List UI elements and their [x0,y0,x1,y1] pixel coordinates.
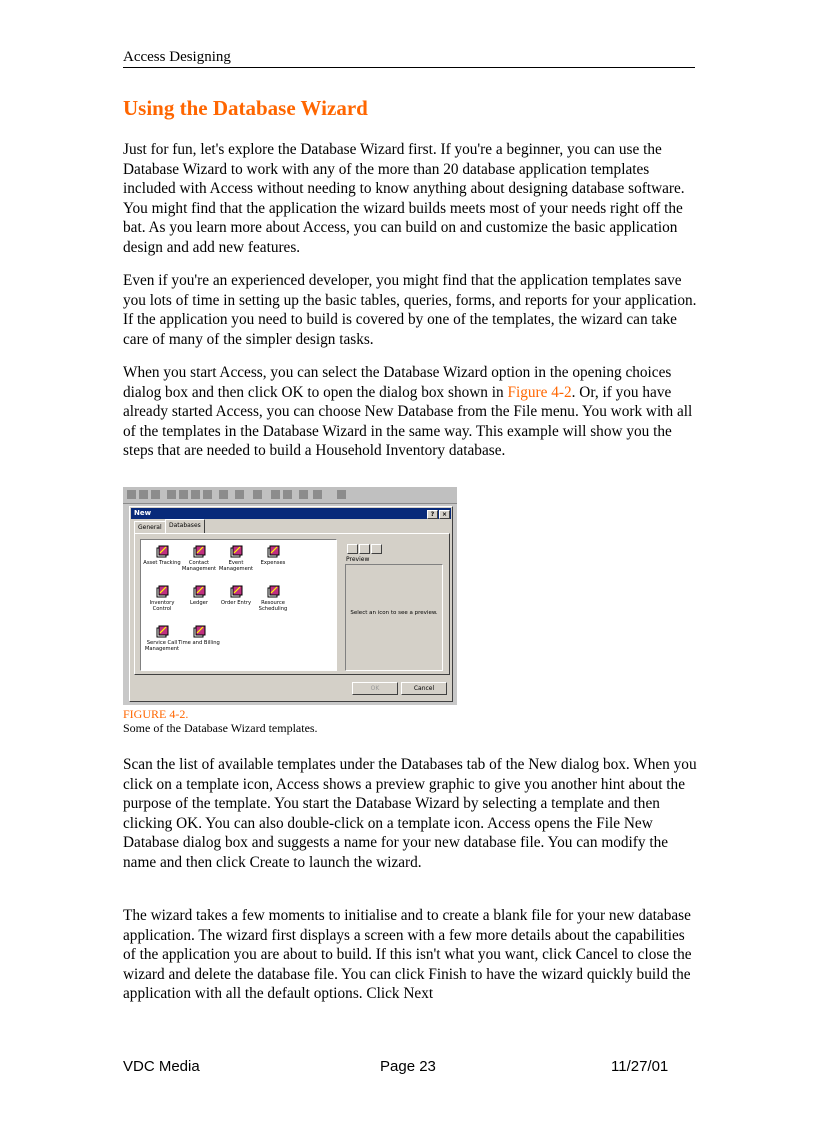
tab-general[interactable]: General [134,521,166,533]
running-header: Access Designing [123,48,695,68]
figure-reference-link[interactable]: Figure 4-2 [507,383,572,401]
template-list [140,539,337,671]
template-item[interactable] [178,585,220,606]
new-dialog-window [129,506,453,702]
database-template-icon [267,585,280,598]
template-label: Contact Management [181,560,217,572]
template-item[interactable] [141,585,183,612]
template-label: Inventory Control [149,600,175,612]
toolbar-icon [179,490,188,499]
toolbar-icon [191,490,200,499]
paragraph-text: When you start Access, you can select the Database Wizard option in the opening choices dialog box and then click OK to open the dialog box shown in [123,364,672,401]
preview-hint: Select an icon to see a preview. [350,610,438,616]
template-item[interactable] [215,585,257,606]
template-label: Expenses [260,560,286,566]
paragraph-start-access [123,363,698,461]
template-item[interactable] [141,545,183,566]
close-button[interactable]: × [439,510,450,519]
paragraph-templates: Scan the list of available templates under the Databases tab of the New dialog box. When you click on a template icon, Access shows a preview graphic to give you another hint about the purpose of the template. You start the Database Wizard by selecting a template and then clicking OK. You can also double-click on a template icon. Access opens the File New Database dialog box and suggests a name for your new database file. You can modify the name and then click Create to launch the wizard. [123,756,697,871]
template-item[interactable] [252,545,294,566]
template-item[interactable] [252,585,294,612]
database-template-icon [193,545,206,558]
toolbar-icon [127,490,136,499]
help-button[interactable]: ? [427,510,438,519]
database-template-icon [156,545,169,558]
database-template-icon [193,585,206,598]
details-view-button[interactable] [371,544,382,554]
template-label: Asset Tracking [143,560,181,566]
preview-label: Preview [346,556,370,563]
cancel-button[interactable]: Cancel [401,682,447,695]
paragraph-intro: Just for fun, let's explore the Database Wizard first. If you're a beginner, you can use the Database Wizard to work with any of the more than 20 database application templates included with Access without needing to know anything about designing database software. You might find that the application the wizard builds meets most of your needs right off the bat. As you learn more about Access, you can build on and customize the basic application design and add new features. [123,141,685,256]
toolbar-icon [313,490,322,499]
toolbar-icon [253,490,262,499]
toolbar-icon [139,490,148,499]
template-label: Order Entry [220,600,252,606]
template-label: Resource Scheduling [258,600,288,612]
list-view-button[interactable] [359,544,370,554]
database-template-icon [156,625,169,638]
dialog-titlebar [131,508,451,519]
toolbar-icon [299,490,308,499]
template-item[interactable] [215,545,257,572]
toolbar-icon [271,490,280,499]
template-item[interactable] [178,625,220,646]
preview-box [345,564,443,671]
database-template-icon [156,585,169,598]
template-item[interactable] [178,545,220,572]
database-template-icon [230,585,243,598]
figure-caption-label: FIGURE 4-2. [123,707,189,721]
toolbar-icon [167,490,176,499]
template-label: Event Management [218,560,254,572]
database-template-icon [267,545,280,558]
dialog-title: New [134,509,152,517]
footer-publisher: VDC Media [123,1058,200,1075]
footer-date: 11/27/01 [611,1058,669,1075]
figure-new-dialog-screenshot [123,487,457,705]
paragraph-developer: Even if you're an experienced developer, you might find that the application templates save you lots of time in setting up the basic tables, queries, forms, and reports for your application. If the application you need to build is covered by one of the templates, the wizard can take care of many of the simpler design tasks. [123,272,697,348]
template-label: Service Call Management [144,640,180,652]
toolbar-icon [283,490,292,499]
toolbar-icon [337,490,346,499]
ok-button[interactable]: OK [352,682,398,695]
toolbar-icon [151,490,160,499]
section-heading: Using the Database Wizard [123,96,368,120]
databases-tab-panel [134,533,450,675]
template-label: Time and Billing [178,640,220,646]
toolbar-icon [235,490,244,499]
access-toolbar [123,487,457,504]
template-item[interactable] [141,625,183,652]
database-template-icon [230,545,243,558]
figure-caption-text: Some of the Database Wizard templates. [123,721,318,735]
toolbar-icon [219,490,228,499]
template-label: Ledger [190,600,208,606]
paragraph-text: . Or, if you have already started Access, you can choose New Database from the File menu. You work with all of the templates in the Database Wizard in the same way. This example will show you the steps that are needed to build a Household Inventory database. [123,383,693,460]
large-icons-view-button[interactable] [347,544,358,554]
footer-page-number: Page 23 [380,1058,436,1075]
toolbar-icon [203,490,212,499]
database-template-icon [193,625,206,638]
paragraph-wizard-steps: The wizard takes a few moments to initialise and to create a blank file for your new database application. The wizard first displays a screen with a few more details about the capabilities of the application you are about to build. If this isn't what you want, click Cancel to close the wizard and delete the database file. You can click Finish to have the wizard quickly build the application with all the default options. Click Next [123,907,692,1003]
tab-databases[interactable]: Databases [165,519,205,533]
